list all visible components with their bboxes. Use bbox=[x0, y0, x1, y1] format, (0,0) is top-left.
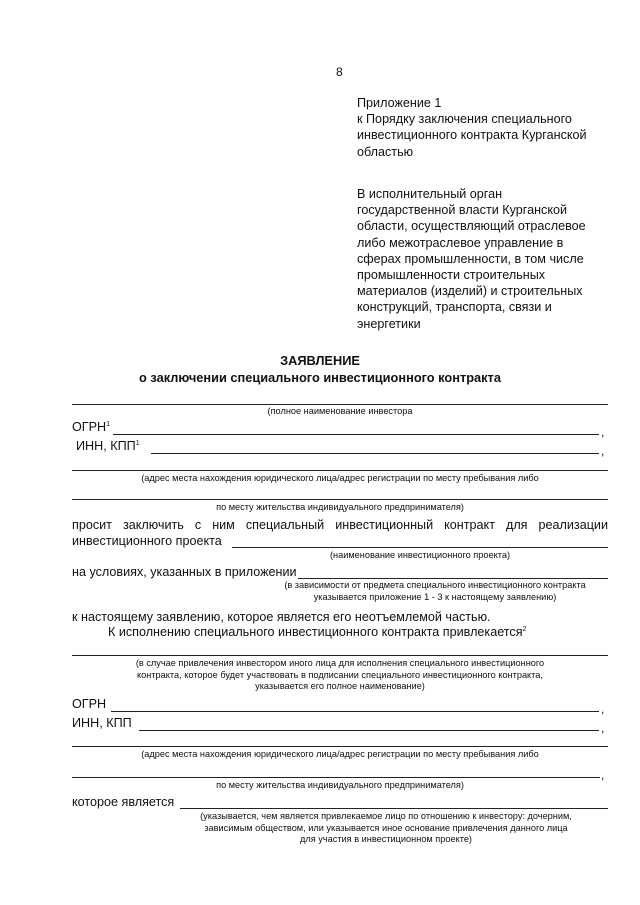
footnote-marker: 2 bbox=[522, 625, 527, 633]
appendix-line: Приложение 1 bbox=[357, 96, 442, 110]
involved-ogrn-label: ОГРН bbox=[72, 697, 107, 711]
address-field[interactable] bbox=[72, 470, 608, 471]
involved-inn-kpp-comma: , bbox=[601, 721, 605, 735]
conditions-caption bbox=[262, 580, 608, 603]
involved-address-field-continued[interactable] bbox=[72, 777, 600, 778]
appendix-note bbox=[357, 95, 627, 160]
document-title: ЗАЯВЛЕНИЕ bbox=[280, 353, 360, 368]
addressee-line: материалов (изделий) и строительных bbox=[357, 284, 583, 299]
involved-party-caption-line: указывается его полное наименование) bbox=[255, 681, 425, 691]
inn-kpp-label-text: ИНН, КПП bbox=[76, 439, 136, 453]
inn-kpp-field[interactable] bbox=[151, 453, 599, 454]
page-number: 8 bbox=[336, 65, 343, 79]
conditions-caption-line: указывается приложение 1 - 3 к настоящему заявлению) bbox=[313, 591, 557, 602]
address-caption: (адрес места нахождения юридического лица/адрес регистрации по месту пребывания либо bbox=[141, 473, 539, 483]
relation-caption-line: зависимым обществом, или указывается иное основание привлечения данного лица bbox=[204, 822, 568, 833]
appendix-line: к Порядку заключения специального bbox=[357, 112, 572, 127]
addressee-line: В исполнительный орган bbox=[357, 187, 503, 201]
involved-party-caption-line: (в случае привлечения инвестором иного лица для исполнения специального инвестиционного bbox=[135, 658, 545, 668]
involved-address-comma: , bbox=[601, 768, 605, 782]
addressee-line: либо межотраслевое управление в bbox=[357, 235, 564, 250]
involved-address-caption-continued: по месту жительства индивидуального предпринимателя) bbox=[216, 780, 464, 790]
project-name-caption: (наименование инвестиционного проекта) bbox=[329, 550, 511, 560]
ogrn-label-text: ОГРН bbox=[72, 420, 107, 434]
addressee-line: государственной власти Курганской bbox=[357, 203, 568, 218]
ogrn-comma: , bbox=[601, 425, 605, 439]
investor-name-caption: (полное наименование инвестора bbox=[267, 406, 413, 416]
addressee-line: области, осуществляющий отраслевое bbox=[357, 219, 586, 234]
relation-label: которое является bbox=[72, 795, 175, 809]
involved-party-caption bbox=[72, 658, 608, 693]
appendix-number-field[interactable] bbox=[298, 578, 608, 579]
address-field-continued[interactable] bbox=[72, 499, 608, 500]
project-label: инвестиционного проекта bbox=[72, 534, 222, 548]
addressee-line: промышленности строительных bbox=[357, 268, 546, 283]
involved-ogrn-field[interactable] bbox=[111, 711, 599, 712]
involved-inn-kpp-field[interactable] bbox=[139, 730, 599, 731]
relation-caption-line: (указывается, чем является привлекаемое лицо по отношению к инвестору: дочерним, bbox=[200, 811, 572, 821]
addressee-line: энергетики bbox=[357, 316, 421, 331]
ogrn-field[interactable] bbox=[113, 434, 599, 435]
conditions-caption-line: (в зависимости от предмета специального инвестиционного контракта bbox=[284, 580, 586, 590]
involved-party-caption-line: контракта, которое будет участвовать в подписании специального инвестиционного контракта, bbox=[137, 669, 543, 680]
inn-kpp-label bbox=[76, 439, 140, 454]
involved-party-text-content: К исполнению специального инвестиционного контракта привлекается bbox=[108, 625, 523, 639]
ogrn-label bbox=[72, 420, 110, 435]
involved-address-caption: (адрес места нахождения юридического лица/адрес регистрации по месту пребывания либо bbox=[141, 749, 539, 759]
involved-address-field[interactable] bbox=[72, 746, 608, 747]
conditions-text: на условиях, указанных в приложении bbox=[72, 565, 297, 579]
involved-inn-kpp-label: ИНН, КПП bbox=[72, 716, 132, 730]
address-caption-continued: по месту жительства индивидуального предпринимателя) bbox=[216, 502, 464, 512]
project-name-field[interactable] bbox=[232, 547, 608, 548]
relation-caption-line: для участия в инвестиционном проекте) bbox=[300, 834, 472, 844]
involved-party-text bbox=[108, 625, 526, 640]
relation-field[interactable] bbox=[180, 808, 608, 809]
relation-caption bbox=[160, 811, 612, 846]
footnote-marker: 1 bbox=[106, 420, 111, 428]
addressee-block bbox=[357, 186, 627, 332]
appendix-line: инвестиционного контракта Курганской bbox=[357, 128, 587, 143]
request-text: просит заключить с ним специальный инвестиционный контракт для реализации bbox=[72, 518, 608, 532]
integral-part-text: к настоящему заявлению, которое является его неотъемлемой частью. bbox=[72, 610, 491, 624]
addressee-line: конструкций, транспорта, связи и bbox=[357, 300, 552, 315]
appendix-line: областью bbox=[357, 144, 414, 159]
footnote-marker: 1 bbox=[135, 439, 140, 447]
inn-kpp-comma: , bbox=[601, 444, 605, 458]
involved-party-name-field[interactable] bbox=[72, 655, 608, 656]
involved-ogrn-comma: , bbox=[601, 702, 605, 716]
addressee-line: сферах промышленности, в том числе bbox=[357, 251, 584, 266]
document-subtitle: о заключении специального инвестиционного контракта bbox=[139, 370, 501, 385]
investor-name-field[interactable] bbox=[72, 404, 608, 405]
